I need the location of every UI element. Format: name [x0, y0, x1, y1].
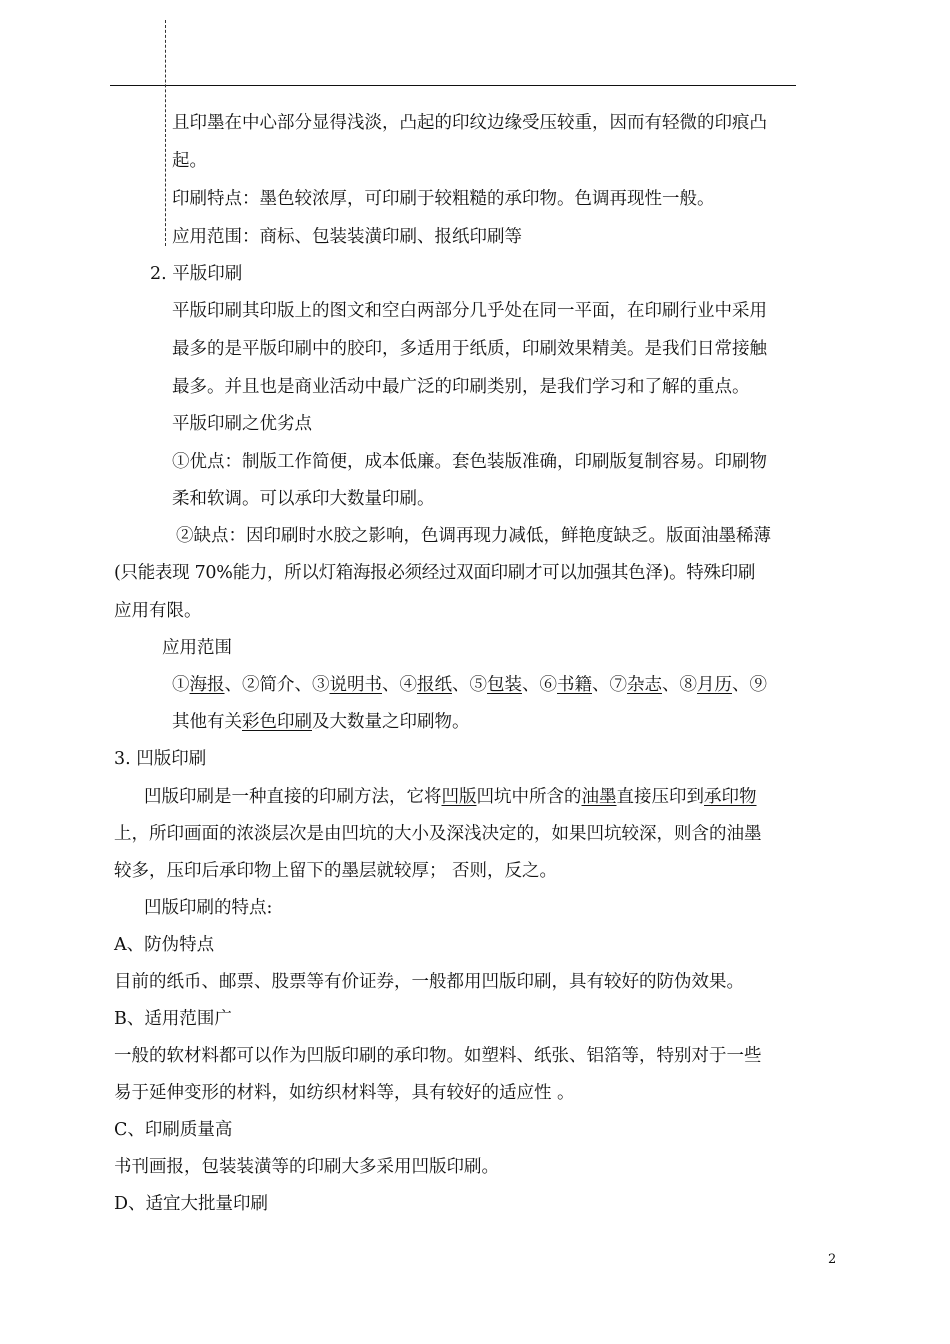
- paragraph-line: 最多的是平版印刷中的胶印，多适用于纸质，印刷效果精美。是我们日常接触: [172, 339, 767, 359]
- list-heading: B、适用范围广: [114, 1009, 232, 1029]
- paragraph-line: 上，所印画面的浓淡层次是由凹坑的大小及深浅决定的，如果凹坑较深，则含的油墨: [114, 824, 762, 844]
- paragraph-line: 书刊画报，包装装潢等的印刷大多采用凹版印刷。: [114, 1157, 499, 1177]
- section-heading: 2. 平版印刷: [150, 264, 243, 284]
- paragraph-line: 一般的软材料都可以作为凹版印刷的承印物。如塑料、纸张、铝箔等，特别对于一些: [114, 1046, 762, 1066]
- paragraph-line: 应用有限。: [114, 601, 202, 621]
- paragraph-line: 较多，压印后承印物上留下的墨层就较厚； 否则，反之。: [114, 861, 558, 881]
- paragraph-line: 柔和软调。可以承印大数量印刷。: [172, 489, 435, 509]
- paragraph-line: ①优点：制版工作简便，成本低廉。套色装版准确，印刷版复制容易。印刷物: [172, 452, 767, 472]
- paragraph-line: 易于延伸变形的材料，如纺织材料等，具有较好的适应性 。: [114, 1083, 575, 1103]
- list-heading: A、防伪特点: [114, 935, 215, 955]
- paragraph-line: 起。: [172, 151, 207, 171]
- list-heading: D、适宜大批量印刷: [114, 1194, 269, 1214]
- paragraph-line: 应用范围：商标、包装装潢印刷、报纸印刷等: [172, 227, 522, 247]
- list-heading: C、印刷质量高: [114, 1120, 233, 1140]
- binding-margin-line: [165, 20, 166, 246]
- header-rule: [110, 85, 796, 86]
- paragraph-line: 平版印刷其印版上的图文和空白两部分几乎处在同一平面，在印刷行业中采用: [172, 301, 767, 321]
- application-list-line: 其他有关彩色印刷及大数量之印刷物。: [172, 712, 470, 732]
- paragraph-line: 且印墨在中心部分显得浅淡，凸起的印纹边缘受压较重，因而有轻微的印痕凸: [172, 113, 767, 133]
- subheading: 平版印刷之优劣点: [172, 414, 312, 434]
- paragraph-line: 目前的纸币、邮票、股票等有价证券，一般都用凹版印刷，具有较好的防伪效果。: [114, 972, 744, 992]
- paragraph-line: 印刷特点：墨色较浓厚，可印刷于较粗糙的承印物。色调再现性一般。: [172, 189, 715, 209]
- application-list-line: ①海报、②简介、③说明书、④报纸、⑤包装、⑥书籍、⑦杂志、⑧月历、⑨: [172, 675, 767, 695]
- paragraph-line: ②缺点：因印刷时水胶之影响，色调再现力减低，鲜艳度缺乏。版面油墨稀薄: [176, 526, 771, 546]
- subheading: 应用范围: [162, 638, 232, 658]
- subheading: 凹版印刷的特点:: [144, 898, 273, 918]
- page-number: 2: [828, 1252, 837, 1267]
- paragraph-line: (只能表现 70%能力，所以灯箱海报必须经过双面印刷才可以加强其色泽)。特殊印刷: [114, 563, 756, 583]
- section-heading: 3. 凹版印刷: [114, 749, 207, 769]
- paragraph-line: 最多。并且也是商业活动中最广泛的印刷类别，是我们学习和了解的重点。: [172, 377, 750, 397]
- paragraph-line: 凹版印刷是一种直接的印刷方法，它将凹版凹坑中所含的油墨直接压印到承印物: [144, 787, 757, 807]
